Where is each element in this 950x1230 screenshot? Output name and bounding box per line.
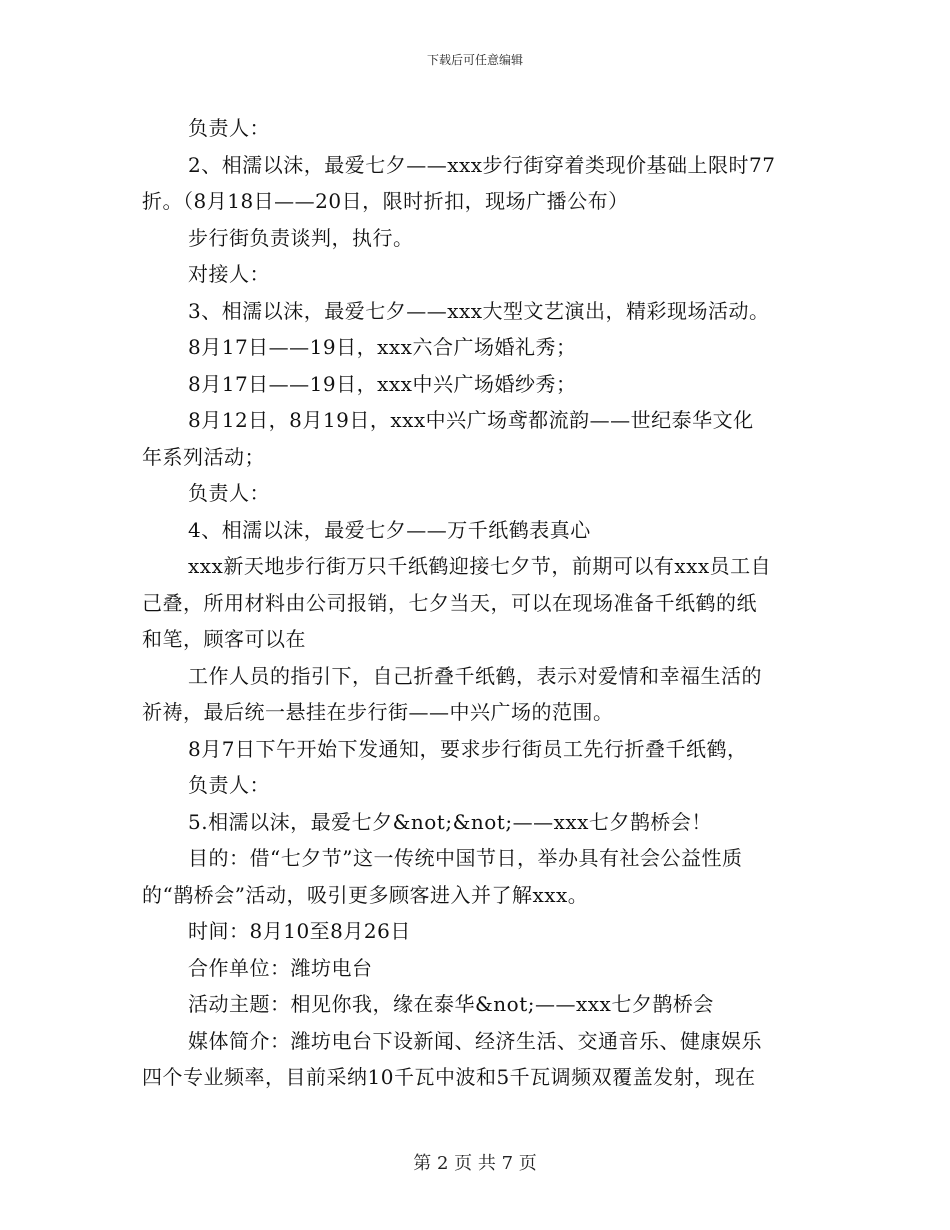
text-line: 目的：借“七夕节”这一传统中国节日，举办具有社会公益性质 [188,846,743,870]
text-line: 的“鹊桥会”活动，吸引更多顾客进入并了解xxx。 [142,882,589,907]
text-line: 负责人： [188,481,270,505]
text-line: 媒体简介：潍坊电台下设新闻、经济生活、交通音乐、健康娱乐 [188,1028,762,1053]
text-line: 8月17日——19日，xxx中兴广场婚纱秀； [188,371,577,396]
text-line: 8月17日——19日，xxx六合广场婚礼秀； [188,335,577,359]
text-line: 活动主题：相见你我，缘在泰华&not;——xxx七夕鹊桥会 [188,992,714,1016]
text-line: 负责人： [188,116,270,140]
text-line: 时间：8月10至8月26日 [188,919,411,943]
text-line: 5.相濡以沫，最爱七夕&not;&not;——xxx七夕鹊桥会！ [188,809,712,834]
text-line: 步行街负责谈判，执行。 [188,225,414,250]
text-line: 己叠，所用材料由公司报销，七夕当天，可以在现场准备千纸鹤的纸 [142,590,757,615]
text-line: 四个专业频率，目前采纳10千瓦中波和5千瓦调频双覆盖发射，现在 [142,1065,756,1089]
text-line: 8月7日下午开始下发通知，要求步行街员工先行折叠千纸鹤， [188,736,748,761]
text-line: 8月12日，8月19日，xxx中兴广场鸢都流韵——世纪泰华文化 [188,408,754,432]
text-line: 4、相濡以沫，最爱七夕——万千纸鹤表真心 [188,517,591,542]
text-line: 合作单位：潍坊电台 [188,955,373,980]
text-line: 祈祷，最后统一悬挂在步行街——中兴广场的范围。 [142,700,614,724]
page-number-footer: 第 2 页 共 7 页 [413,1153,537,1174]
text-line: 3、相濡以沫，最爱七夕——xxx大型文艺演出，精彩现场活动。 [188,298,770,323]
text-line: xxx新天地步行街万只千纸鹤迎接七夕节，前期可以有xxx员工自 [188,554,772,578]
text-line: 折。（8月18日——20日，限时折扣，现场广播公布） [142,189,629,213]
text-line: 2、相濡以沫，最爱七夕——xxx步行街穿着类现价基础上限时77 [188,152,776,177]
text-line: 对接人： [188,262,270,286]
text-line: 和笔，顾客可以在 [142,627,306,651]
document-body [142,110,802,1096]
text-line: 负责人： [188,773,270,797]
page-header-note: 下载后可任意编辑 [426,53,523,67]
text-line: 工作人员的指引下，自己折叠千纸鹤，表示对爱情和幸福生活的 [188,663,762,688]
text-line: 年系列活动； [142,444,265,469]
